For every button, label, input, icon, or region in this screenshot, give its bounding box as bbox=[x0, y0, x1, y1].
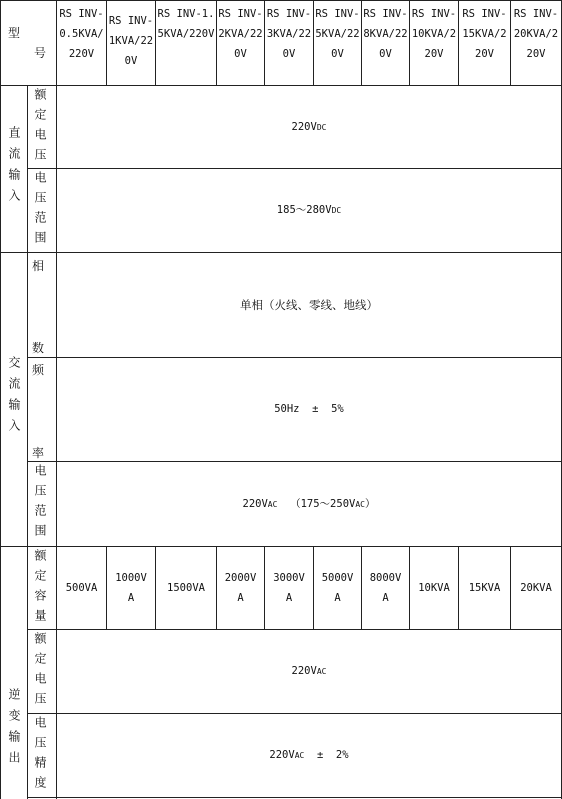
unit-text: DC bbox=[316, 122, 327, 132]
value-text: 220V bbox=[291, 120, 317, 133]
value-text: 单相（火线、零线、地线） bbox=[240, 297, 378, 312]
table-border-top bbox=[0, 0, 562, 1]
ac-voltage-range-value bbox=[57, 462, 561, 546]
row-label-dc-voltage-range: 电压范围 bbox=[33, 171, 47, 251]
row-label-voltage-accuracy: 电压精度 bbox=[33, 716, 47, 796]
unit-text: AC bbox=[267, 499, 278, 509]
ac-frequency-value bbox=[57, 358, 561, 461]
dc-voltage-range-value bbox=[57, 169, 561, 252]
model-column-rule bbox=[361, 0, 362, 85]
model-name: RS INV-20KVA/220V bbox=[513, 8, 559, 60]
capacity-value bbox=[362, 547, 409, 629]
model-name: RS INV-1KVA/220V bbox=[108, 15, 154, 67]
row-label-frequency-bottom: 率 bbox=[31, 446, 44, 460]
model-name: RS INV-8KVA/220V bbox=[363, 8, 408, 60]
capacity-value: 500VA bbox=[65, 581, 98, 594]
model-name: RS INV-3KVA/220V bbox=[266, 8, 312, 60]
unit-text: AC bbox=[316, 667, 327, 676]
model-column-rule bbox=[510, 0, 511, 85]
number-label: 号 bbox=[33, 46, 46, 60]
model-column-rule bbox=[409, 0, 410, 85]
value-text: 185～280V bbox=[276, 204, 332, 216]
capacity-value: 20KVA bbox=[520, 581, 552, 594]
value-text: 5000VA bbox=[321, 572, 354, 604]
value-text: ） bbox=[364, 497, 376, 510]
row-label-dc-rated-voltage: 额定电压 bbox=[33, 88, 47, 168]
model-name: RS INV-0.5KVA/220V bbox=[59, 8, 104, 60]
value-text: （175～250V bbox=[277, 497, 356, 510]
dc-rated-voltage-value bbox=[57, 86, 561, 168]
capacity-value bbox=[107, 547, 155, 629]
row-label-frequency-top: 频 bbox=[31, 363, 44, 377]
model-column-rule bbox=[313, 0, 314, 85]
type-label: 型 bbox=[7, 26, 20, 40]
unit-text: AC bbox=[355, 499, 365, 509]
capacity-value bbox=[314, 547, 361, 629]
model-column-rule bbox=[216, 0, 217, 85]
capacity-value: 1500VA bbox=[167, 581, 205, 594]
model-column-rule bbox=[264, 0, 265, 85]
row-label-out-rated-voltage: 额定电压 bbox=[33, 632, 47, 712]
value-text: 220V bbox=[269, 749, 295, 761]
out-rated-voltage-value bbox=[57, 630, 561, 713]
ac-phase-value bbox=[57, 253, 561, 357]
table-border-left bbox=[0, 0, 1, 799]
capacity-value: 15KVA bbox=[468, 581, 501, 594]
row-label-ac-voltage-range: 电压范围 bbox=[33, 464, 47, 544]
unit-text: DC bbox=[331, 206, 342, 215]
label-column-rule bbox=[27, 85, 28, 799]
value-text: 1000VA bbox=[115, 572, 147, 604]
section-label-ac-input: 交流输入 bbox=[7, 356, 21, 440]
model-name: RS INV-5KVA/220V bbox=[315, 8, 360, 60]
value-text: 220V bbox=[242, 497, 268, 510]
model-column-rule bbox=[106, 0, 107, 85]
unit-text: AC bbox=[294, 751, 305, 760]
value-text: 2000VA bbox=[224, 572, 257, 604]
model-column-rule bbox=[458, 0, 459, 85]
row-rule bbox=[27, 797, 562, 798]
row-label-phase-bottom: 数 bbox=[31, 341, 44, 355]
section-label-inverter-output: 逆变输出 bbox=[7, 688, 21, 772]
model-name: RS INV-15KVA/220V bbox=[462, 8, 507, 60]
value-text: 8000VA bbox=[369, 572, 402, 604]
value-text: 3000VA bbox=[273, 572, 305, 604]
value-text: ± 2% bbox=[304, 749, 349, 761]
section-label-dc-input: 直流输入 bbox=[7, 126, 21, 210]
voltage-accuracy-value bbox=[57, 714, 561, 797]
value-text: 220V bbox=[291, 665, 317, 677]
model-column-rule bbox=[155, 0, 156, 85]
capacity-value bbox=[265, 547, 313, 629]
model-name: RS INV-10KVA/220V bbox=[411, 8, 457, 60]
capacity-value bbox=[217, 547, 264, 629]
value-text: 50Hz ± 5% bbox=[274, 403, 344, 415]
model-name: RS INV-2KVA/220V bbox=[218, 8, 263, 60]
capacity-value: 10KVA bbox=[418, 581, 450, 594]
row-label-rated-capacity: 额定容量 bbox=[33, 549, 47, 629]
row-label-phase-top: 相 bbox=[31, 259, 44, 273]
model-name: RS INV-1.5KVA/220V bbox=[157, 8, 215, 40]
